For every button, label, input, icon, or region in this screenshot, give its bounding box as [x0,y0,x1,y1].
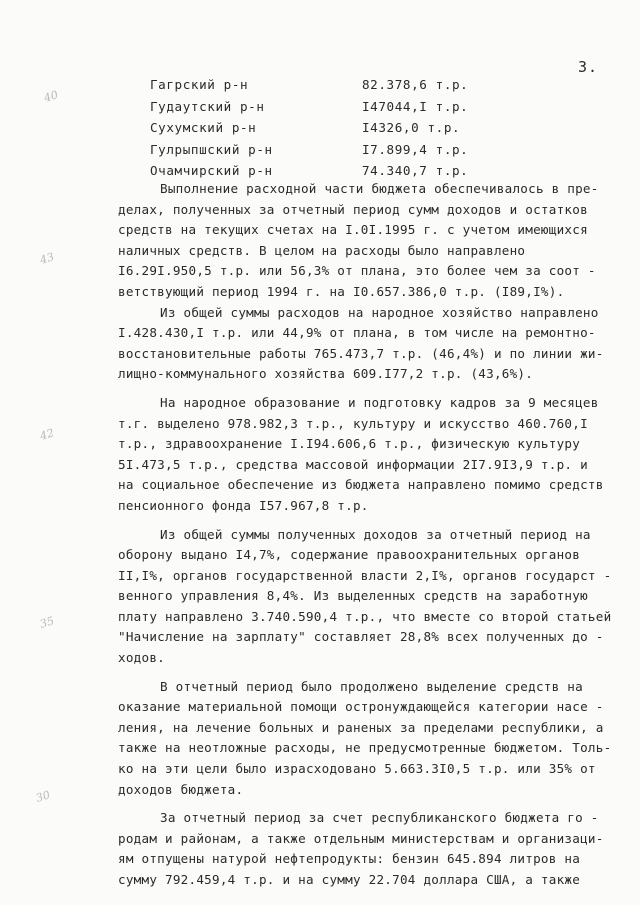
text-line: 5I.473,5 т.р., средства массовой информации 2I7.9I3,9 т.р. и [118,456,588,472]
district-name: Очамчирский р-н [150,163,273,178]
text-line: Выполнение расходной части бюджета обеспечивалось в пре- [160,181,599,196]
text-line: II,I%, органов государственной власти 2,I%, органов государст - [118,567,612,583]
district-sum: I7.899,4 т.р. [362,141,469,157]
text-line: I6.29I.950,5 т.р. или 56,3% от плана, это более чем за соот - [118,263,596,279]
text-line: венного управления 8,4%. Из выделенных средств на заработную [118,588,588,604]
text-line: ям отпущены натурой нефтепродукты: бензин 645.894 литров на [118,851,581,867]
paragraph-national-economy [118,303,604,385]
district-row [150,139,490,161]
margin-mark: 42 [38,426,56,443]
text-line: т.г. выделено 978.982,3 т.р., культуру и искусство 460.760,I [118,415,588,431]
text-line: Из общей суммы полученных доходов за отчетный период на [160,526,591,542]
district-name: Гулрыпшский р-н [150,141,273,157]
district-sum: 82.378,6 т.р. [362,77,469,92]
district-revenue-table [150,74,490,182]
district-row [150,96,490,118]
text-line: В отчетный период было продолжено выделение средств на [160,678,583,694]
paragraph-defense-wages [118,525,612,669]
district-name: Сухумский р-н [150,120,257,135]
district-sum: 74.340,7 т.р. [362,163,469,178]
paragraph-petroleum-products [118,808,604,890]
text-line: ходов. [118,650,165,666]
text-line: делах, полученных за отчетный период сумм доходов и остатков [118,201,588,217]
text-line: наличных средств. В целом на расходы было направлено [118,242,526,258]
text-line: За отчетный период за счет республиканского бюджета го - [160,810,599,826]
text-line: оборону выдано I4,7%, содержание правоохранительных органов [118,547,581,563]
text-line: на социальное обеспечение из бюджета направлено помимо средств [118,477,604,493]
paragraph-education-culture [118,393,604,517]
text-line: На народное образование и подготовку кадров за 9 месяцев [160,394,599,410]
paragraph-gap [118,669,598,677]
text-line: средств на текущих счетах на I.0I.1995 г. с учетом имеющихся [118,222,588,238]
district-name: Гагрский р-н [150,77,249,92]
text-line: доходов бюджета. [118,781,244,797]
text-line: "Начисление на зарплату" составляет 28,8% всех полученных до - [118,629,604,645]
text-line: Из общей суммы расходов на народное хозяйство направлено [160,304,599,320]
district-row [150,74,490,96]
district-name: Гудаутский р-н [150,98,265,114]
district-sum: I4326,0 т.р. [362,120,461,135]
margin-mark: 43 [38,250,56,267]
paragraph-gap [118,517,598,525]
margin-mark: 30 [34,788,52,805]
text-line: оказание материальной помощи остронуждающейся категории насе - [118,699,604,715]
text-line: т.р., здравоохранение I.I94.606,6 т.р., физическую культуру [118,436,581,452]
text-line: восстановительные работы 765.473,7 т.р. (46,4%) и по линии жи- [118,345,604,361]
text-line: лищно-коммунального хозяйства 609.I77,2 т.р. (43,6%). [118,366,534,382]
page-number: 3. [578,58,599,76]
margin-mark: 35 [38,614,56,631]
text-line: сумму 792.459,4 т.р. и на сумму 22.704 доллара США, а также [118,872,581,887]
text-line: родам и районам, а также отдельным министерствам и организаци- [118,830,604,846]
text-line: также на неотложные расходы, не предусмотренные бюджетом. Толь- [118,740,612,756]
paragraph-gap [118,385,598,393]
paragraph-expenditure-execution [118,179,598,303]
district-row [150,117,490,139]
text-line: пенсионного фонда I57.967,8 т.р. [118,497,369,513]
text-line: I.428.430,I т.р. или 44,9% от плана, в том числе на ремонтно- [118,325,596,341]
paragraph-material-aid [118,677,612,801]
paragraph-gap [118,800,598,808]
district-sum: I47044,I т.р. [362,98,469,114]
text-line: ветствующий период 1994 г. на I0.657.386,0 т.р. (I89,I%). [118,283,565,299]
text-line: ко на эти цели было израсходовано 5.663.3I0,5 т.р. или 35% от [118,761,596,777]
text-line: плату направлено 3.740.590,4 т.р., что вместе со второй статьей [118,608,612,624]
margin-mark: 40 [42,88,60,105]
document-body [118,179,612,891]
text-line: ления, на лечение больных и раненых за пределами республики, а [118,719,604,735]
